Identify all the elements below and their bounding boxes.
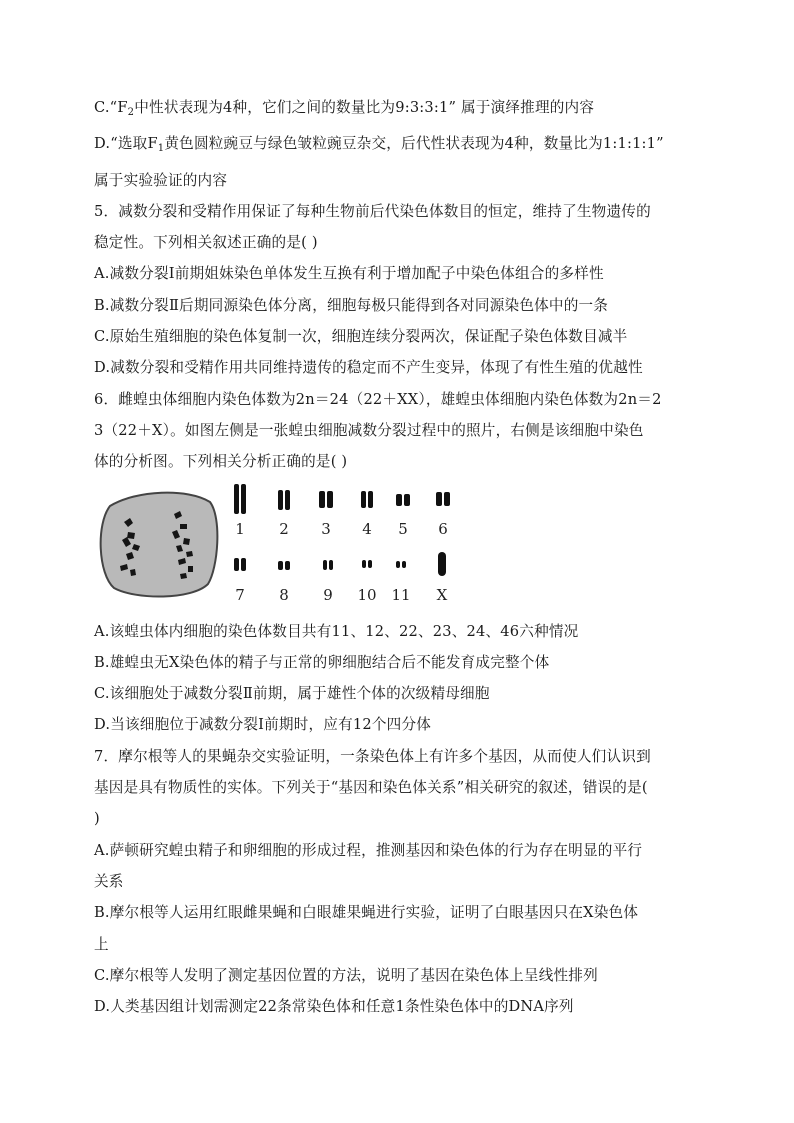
q7-option-b: B.摩尔根等人运用红眼雌果蝇和白眼雄果蝇进行实验，证明了白眼基因只在X染色体: [94, 904, 639, 922]
q6-option-b: B.雄蝗虫无X染色体的精子与正常的卵细胞结合后不能发育成完整个体: [94, 653, 550, 671]
cell-photo: [96, 488, 220, 600]
q5-option-a: A.减数分裂Ⅰ前期姐妹染色单体发生互换有利于增加配子中染色体组合的多样性: [94, 265, 604, 283]
q5-option-b: B.减数分裂Ⅱ后期同源染色体分离，细胞每极只能得到各对同源染色体中的一条: [94, 296, 609, 314]
q5-stem: 5．减数分裂和受精作用保证了每种生物前后代染色体数目的恒定，维持了生物遗传的: [94, 202, 651, 220]
locust-figure: [94, 482, 700, 614]
label-8: 8: [279, 585, 289, 604]
label-10: 10: [357, 585, 377, 604]
label-11: 11: [391, 585, 411, 604]
q6-option-a: A.该蝗虫体内细胞的染色体数目共有11、12、22、23、24、46六种情况: [94, 622, 579, 640]
q6-stem-cont: 3（22＋X）。如图左侧是一张蝗虫细胞减数分裂过程中的照片，右侧是该细胞中染色: [94, 421, 644, 439]
label-6: 6: [438, 519, 448, 538]
q5-option-d: D.减数分裂和受精作用共同维持遗传的稳定而不产生变异，体现了有性生殖的优越性: [94, 359, 643, 377]
label-1: 1: [235, 519, 245, 538]
q5-option-c: C.原始生殖细胞的染色体复制一次，细胞连续分裂两次，保证配子染色体数目减半: [94, 328, 628, 346]
label-x: X: [436, 585, 448, 604]
q7-stem-cont2: ): [94, 810, 100, 828]
q5-stem-cont: 稳定性。下列相关叙述正确的是( ): [94, 234, 318, 252]
q7-option-a: A.萨顿研究蝗虫精子和卵细胞的形成过程，推测基因和染色体的行为存在明显的平行: [94, 841, 643, 859]
q7-stem-cont: 基因是具有物质性的实体。下列关于“基因和染色体关系”相关研究的叙述，错误的是(: [94, 779, 648, 797]
q7-option-a-cont: 关系: [94, 872, 124, 890]
label-4: 4: [362, 519, 372, 538]
karyotype-chart: [228, 482, 468, 610]
q6-option-d: D.当该细胞位于减数分裂Ⅰ前期时，应有12个四分体: [94, 716, 432, 734]
q6-stem-cont2: 体的分析图。下列相关分析正确的是( ): [94, 453, 348, 471]
label-3: 3: [321, 519, 331, 538]
exam-page: [94, 92, 700, 1022]
q7-option-c: C.摩尔根等人发明了测定基因位置的方法，说明了基因在染色体上呈线性排列: [94, 966, 598, 984]
label-5: 5: [398, 519, 408, 538]
q7-option-b-cont: 上: [94, 935, 109, 953]
q4-option-d: D.“选取$F_1$黄色圆粒豌豆与绿色皱粒豌豆杂交，后代性状表现为4种，数量比为1:1:1:1”: [94, 135, 664, 155]
q7-option-d: D.人类基因组计划需测定22条常染色体和任意1条性染色体中的DNA序列: [94, 998, 574, 1016]
q6-option-c: C.该细胞处于减数分裂Ⅱ前期，属于雄性个体的次级精母细胞: [94, 685, 490, 703]
label-7: 7: [235, 585, 245, 604]
q7-stem: 7．摩尔根等人的果蝇杂交实验证明，一条染色体上有许多个基因，从而使人们认识到: [94, 747, 651, 765]
q6-stem: 6．雌蝗虫体细胞内染色体数为2n＝24（22＋XX），雄蝗虫体细胞内染色体数为2n＝2: [94, 390, 662, 408]
q4-option-d-cont: 属于实验验证的内容: [94, 171, 228, 189]
q4-option-c: $C.“F_2$中性状表现为4种，它们之间的数量比为9:3:3:1” 属于演绎推理的内容: [94, 99, 595, 118]
label-2: 2: [279, 519, 289, 538]
label-9: 9: [323, 585, 333, 604]
